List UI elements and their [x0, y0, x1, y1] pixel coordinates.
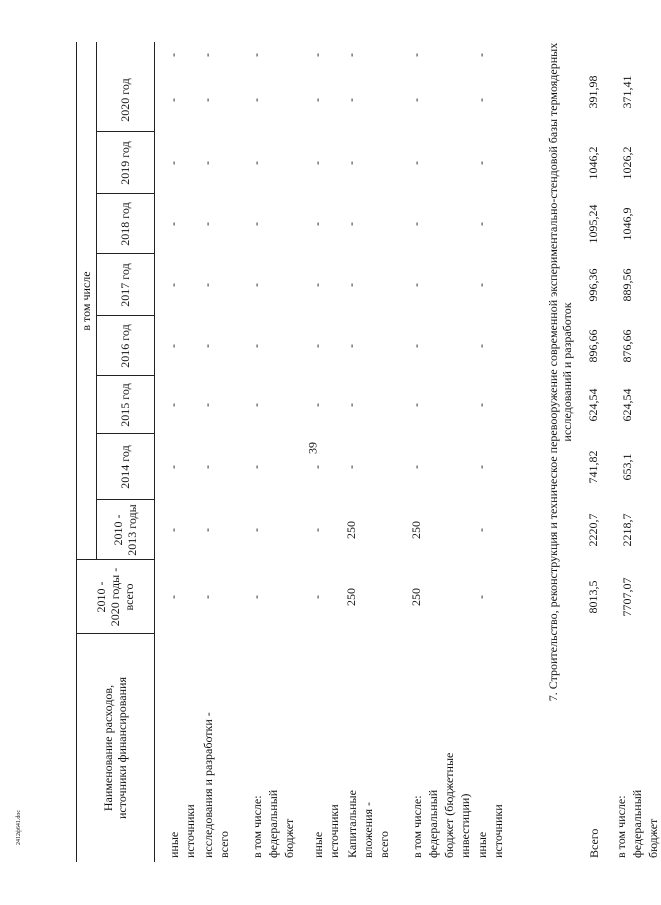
header-top-rule — [76, 42, 77, 862]
table-cell: - — [310, 161, 324, 165]
row-label: исследования и разработки - всего — [201, 712, 231, 858]
header-total: 2010 - 2020 годы - всего — [94, 567, 136, 627]
section-7-cell: 8013,5 — [586, 580, 600, 614]
table-cell: - — [249, 344, 263, 348]
table-cell: 250 — [344, 521, 358, 539]
table-cell: - — [166, 161, 180, 165]
header-year: 2019 год — [118, 141, 132, 185]
table-cell: - — [249, 222, 263, 226]
table-cell: - — [310, 98, 324, 102]
table-cell: - — [166, 98, 180, 102]
table-cell: - — [310, 222, 324, 226]
table-cell: - — [344, 98, 358, 102]
table-cell: - — [409, 161, 423, 165]
row-label: иные источники — [167, 804, 197, 858]
table-cell: - — [166, 403, 180, 407]
table-cell: - — [344, 222, 358, 226]
table-cell: - — [200, 344, 214, 348]
header-year: 2018 год — [118, 202, 132, 246]
header-divider — [96, 499, 154, 500]
table-cell: - — [474, 344, 488, 348]
table-cell: - — [474, 98, 488, 102]
table-cell: - — [474, 161, 488, 165]
table-cell: - — [310, 344, 324, 348]
table-cell: - — [474, 528, 488, 532]
row-label: иные источники — [311, 804, 341, 858]
section-7-cell: 889,56 — [620, 268, 634, 302]
table-cell: - — [166, 283, 180, 287]
header-year: 2017 год — [118, 263, 132, 307]
section-7-cell: 1046,2 — [586, 146, 600, 180]
table-cell: - — [474, 222, 488, 226]
table-cell: - — [409, 465, 423, 469]
table-cell: - — [249, 98, 263, 102]
table-cell: - — [249, 53, 263, 57]
table-cell: 250 — [409, 521, 423, 539]
header-name: Наименование расходов, источники финансирования — [101, 677, 129, 819]
header-divider — [76, 559, 154, 560]
section-7-cell: 7707,07 — [620, 577, 634, 617]
section-7-cell: 896,66 — [586, 329, 600, 363]
table-cell: 250 — [344, 588, 358, 606]
row-label: Капитальные вложения - всего — [345, 790, 391, 858]
section-7-cell: 2220,7 — [586, 513, 600, 547]
section-7-row-label: в том числе: федеральный бюджет — [614, 789, 660, 858]
table-cell: - — [474, 403, 488, 407]
section-7-cell: 624,54 — [586, 388, 600, 422]
budget-table — [76, 42, 660, 862]
section-7-cell: 1026,2 — [620, 146, 634, 180]
table-cell: - — [474, 283, 488, 287]
table-cell: - — [474, 53, 488, 57]
header-period: 2010 - 2013 годы — [111, 504, 139, 556]
table-cell: - — [409, 344, 423, 348]
section-7-cell: 653,1 — [620, 453, 634, 481]
table-cell: - — [344, 283, 358, 287]
header-divider — [96, 315, 154, 316]
table-cell: - — [200, 465, 214, 469]
footer-document-code: 2412ф641.doc — [16, 809, 22, 845]
table-cell: - — [249, 595, 263, 599]
table-cell: - — [409, 53, 423, 57]
table-cell: - — [200, 595, 214, 599]
section-7-cell: 1046,9 — [620, 207, 634, 241]
section-7-cell: 1095,24 — [586, 204, 600, 244]
header-divider — [96, 375, 154, 376]
section-7-cell: 2218,7 — [620, 513, 634, 547]
section-7-title: 7. Строительство, реконструкция и техническое перевооружение современной экспериментально-стендовой базы термоядерных исследований и разработок — [546, 42, 574, 702]
page-number: 39 — [305, 442, 320, 454]
table-cell: 250 — [409, 588, 423, 606]
table-cell: - — [166, 222, 180, 226]
table-cell: - — [249, 403, 263, 407]
section-7-cell: 996,36 — [586, 268, 600, 302]
table-cell: - — [310, 528, 324, 532]
table-cell: - — [249, 465, 263, 469]
table-cell: - — [344, 161, 358, 165]
section-7-cell: 391,98 — [586, 75, 600, 109]
header-divider — [96, 193, 154, 194]
table-cell: - — [249, 161, 263, 165]
table-cell: - — [310, 403, 324, 407]
table-cell: - — [344, 403, 358, 407]
header-divider — [96, 253, 154, 254]
table-cell: - — [344, 344, 358, 348]
table-cell: - — [166, 344, 180, 348]
table-cell: - — [344, 465, 358, 469]
section-7-cell: 624,54 — [620, 388, 634, 422]
row-label: в том числе: федеральный бюджет (бюджетные инвестиции) — [410, 752, 472, 858]
header-year: 2016 год — [118, 324, 132, 368]
header-mid-rule — [96, 42, 97, 560]
table-cell: - — [200, 161, 214, 165]
table-cell: - — [310, 465, 324, 469]
table-cell: - — [200, 222, 214, 226]
table-cell: - — [249, 283, 263, 287]
table-cell: - — [310, 53, 324, 57]
header-year: 2014 год — [118, 445, 132, 489]
table-cell: - — [409, 222, 423, 226]
table-cell: - — [166, 465, 180, 469]
table-cell: - — [409, 98, 423, 102]
table-cell: - — [310, 283, 324, 287]
header-bottom-rule — [154, 42, 155, 862]
row-label: иные источники — [475, 804, 505, 858]
section-7-row-label: Всего — [587, 828, 601, 858]
header-year: 2020 год — [118, 78, 132, 122]
header-divider — [96, 131, 154, 132]
table-cell: - — [344, 53, 358, 57]
table-cell: - — [249, 528, 263, 532]
table-cell: - — [474, 595, 488, 599]
header-divider — [96, 433, 154, 434]
table-cell: - — [200, 53, 214, 57]
table-cell: - — [409, 283, 423, 287]
table-cell: - — [409, 403, 423, 407]
table-cell: - — [200, 403, 214, 407]
table-cell: - — [200, 528, 214, 532]
row-label: в том числе: федеральный бюджет — [250, 789, 296, 858]
header-in-that: в том числе — [79, 271, 93, 331]
table-cell: - — [310, 595, 324, 599]
table-cell: - — [200, 98, 214, 102]
table-cell: - — [166, 528, 180, 532]
table-cell: - — [166, 595, 180, 599]
section-7-cell: 876,66 — [620, 329, 634, 363]
table-cell: - — [474, 465, 488, 469]
header-year: 2015 год — [118, 383, 132, 427]
header-divider — [76, 633, 154, 634]
table-cell: - — [166, 53, 180, 57]
section-7-cell: 371,41 — [620, 75, 634, 109]
table-cell: - — [200, 283, 214, 287]
budget-table-inner — [76, 42, 660, 862]
section-7-cell: 741,82 — [586, 450, 600, 484]
